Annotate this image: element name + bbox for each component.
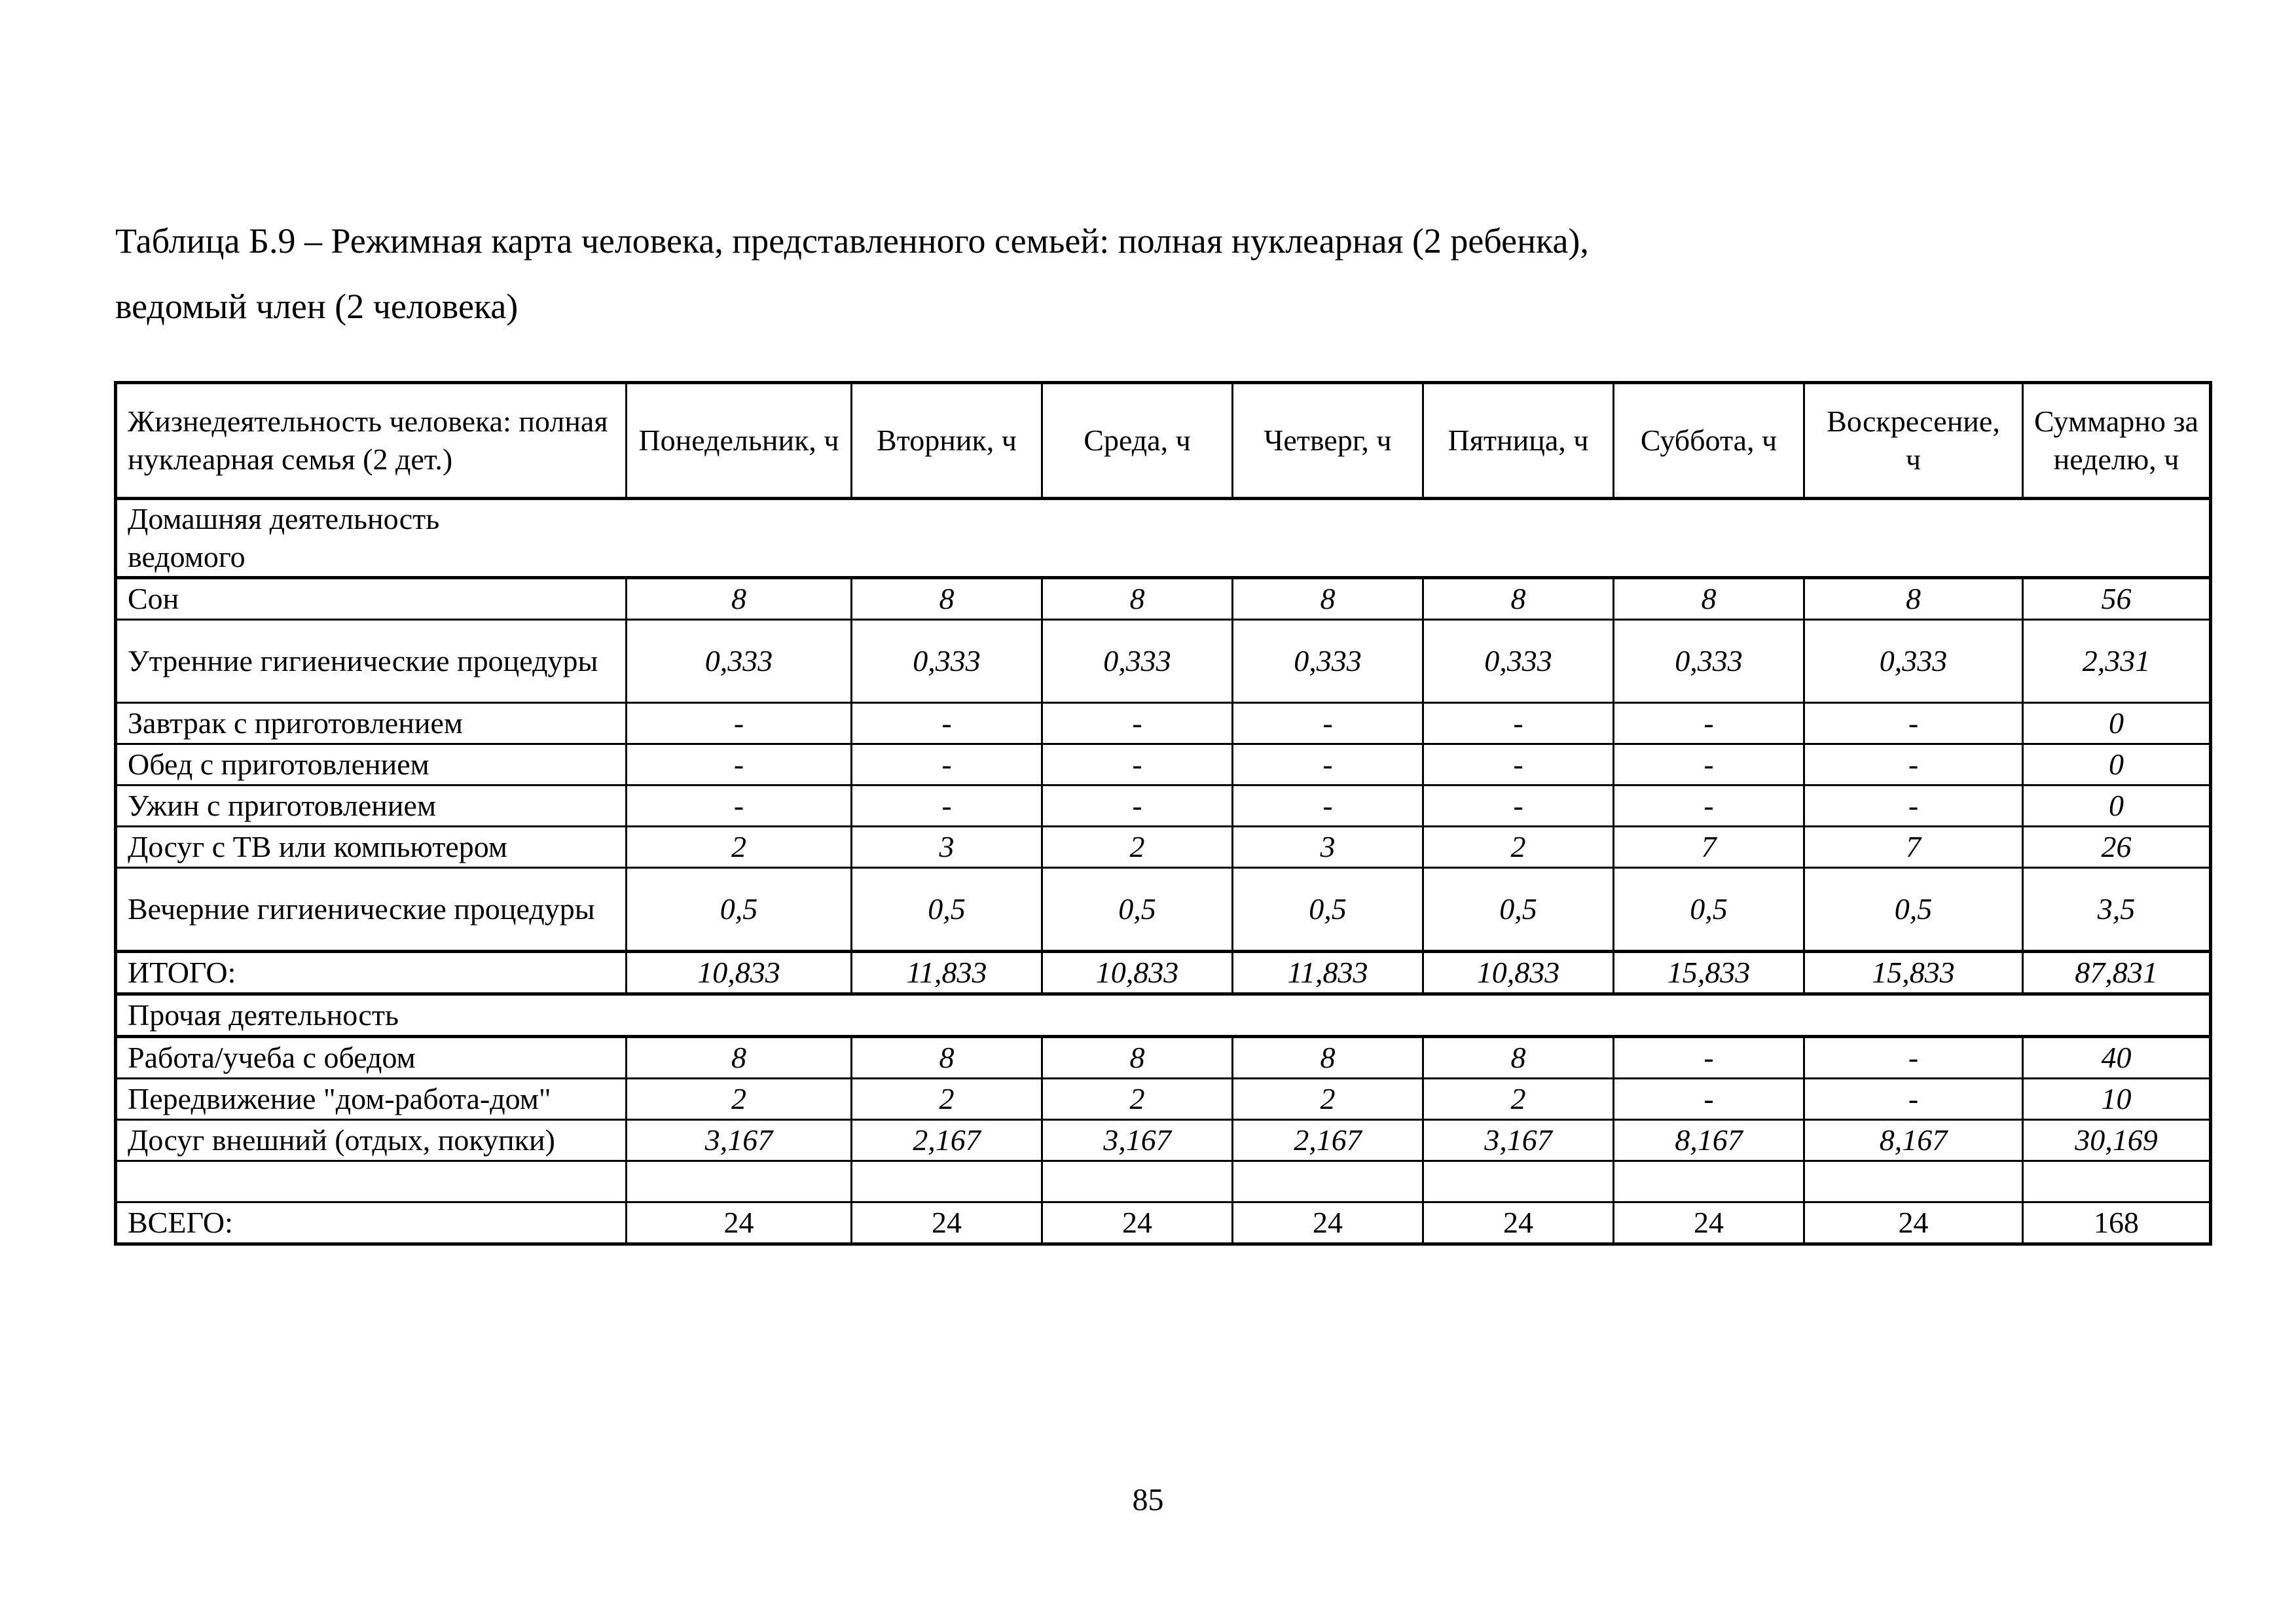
- cell-value: 0,5: [1233, 868, 1423, 952]
- cell-weekly-total: 30,169: [2023, 1120, 2211, 1161]
- cell-weekly-total: 0: [2023, 785, 2211, 827]
- column-header-sunday: Воскресение, ч: [1804, 383, 2023, 499]
- table-row: [116, 1120, 2211, 1161]
- row-label: Сон: [116, 578, 627, 620]
- table-row: [116, 868, 2211, 952]
- row-label: Утренние гигиенические процедуры: [116, 620, 627, 703]
- cell-value: 2: [1042, 827, 1233, 868]
- cell-value: -: [1042, 785, 1233, 827]
- cell-value: 2,167: [852, 1120, 1042, 1161]
- empty-cell: [852, 1161, 1042, 1202]
- row-label: Завтрак с приготовлением: [116, 703, 627, 744]
- cell-value: 0,333: [1423, 620, 1614, 703]
- cell-value: -: [1423, 785, 1614, 827]
- cell-value: 7: [1804, 827, 2023, 868]
- cell-value: 3: [852, 827, 1042, 868]
- cell-value: 8: [1042, 578, 1233, 620]
- cell-value: -: [627, 744, 852, 785]
- cell-value: 2: [627, 827, 852, 868]
- cell-weekly-total: 40: [2023, 1037, 2211, 1079]
- cell-value: 3,167: [1042, 1120, 1233, 1161]
- grand-total-row: [116, 1202, 2211, 1244]
- cell-value: 0,5: [1804, 868, 2023, 952]
- section-title-home-text: Домашняя деятельность ведомого: [128, 502, 440, 573]
- section-row-home: [116, 499, 2211, 578]
- table-caption-line-1: Таблица Б.9 – Режимная карта человека, представленного семьей: полная нуклеарная (2 ребенка),: [115, 221, 1589, 261]
- cell-value: 0,333: [1614, 620, 1804, 703]
- cell-value: 0,333: [1233, 620, 1423, 703]
- cell-value: 24: [1233, 1202, 1423, 1244]
- column-header-thursday: Четверг, ч: [1233, 383, 1423, 499]
- cell-weekly-total: 26: [2023, 827, 2211, 868]
- cell-value: 8: [1614, 578, 1804, 620]
- cell-weekly-total: 3,5: [2023, 868, 2211, 952]
- cell-weekly-total: 0: [2023, 744, 2211, 785]
- row-label: Передвижение "дом-работа-дом": [116, 1079, 627, 1120]
- total-row-home: [116, 952, 2211, 994]
- column-header-tuesday: Вторник, ч: [852, 383, 1042, 499]
- cell-value: -: [627, 703, 852, 744]
- row-label-total: ИТОГО:: [116, 952, 627, 994]
- cell-value: 8,167: [1804, 1120, 2023, 1161]
- cell-value: 0,333: [852, 620, 1042, 703]
- empty-cell: [1804, 1161, 2023, 1202]
- cell-value: -: [1042, 703, 1233, 744]
- cell-value: 3,167: [627, 1120, 852, 1161]
- table-header-row: [116, 383, 2211, 499]
- cell-value: 7: [1614, 827, 1804, 868]
- cell-value: 24: [1804, 1202, 2023, 1244]
- cell-value: 24: [1042, 1202, 1233, 1244]
- cell-value: 8: [1233, 578, 1423, 620]
- cell-value: 3,167: [1423, 1120, 1614, 1161]
- cell-value: 0,333: [1804, 620, 2023, 703]
- cell-value: 8: [852, 578, 1042, 620]
- empty-cell: [116, 1161, 627, 1202]
- cell-value: 8,167: [1614, 1120, 1804, 1161]
- cell-value: 2,167: [1233, 1120, 1423, 1161]
- cell-value: -: [1614, 703, 1804, 744]
- cell-value: -: [1233, 744, 1423, 785]
- empty-row: [116, 1161, 2211, 1202]
- cell-value: 0,5: [1423, 868, 1614, 952]
- cell-value: 2: [627, 1079, 852, 1120]
- cell-value: 0,5: [1614, 868, 1804, 952]
- cell-value: 0,333: [1042, 620, 1233, 703]
- cell-value: 24: [1423, 1202, 1614, 1244]
- cell-value: 11,833: [1233, 952, 1423, 994]
- table-row: [116, 827, 2211, 868]
- cell-weekly-total: 56: [2023, 578, 2211, 620]
- column-header-wednesday: Среда, ч: [1042, 383, 1233, 499]
- empty-cell: [1233, 1161, 1423, 1202]
- cell-weekly-total: 0: [2023, 703, 2211, 744]
- row-label-grand-total: ВСЕГО:: [116, 1202, 627, 1244]
- cell-value: -: [1423, 703, 1614, 744]
- row-label: Работа/учеба с обедом: [116, 1037, 627, 1079]
- cell-value: 8: [627, 1037, 852, 1079]
- section-row-other: [116, 994, 2211, 1037]
- cell-value: 24: [852, 1202, 1042, 1244]
- cell-weekly-total: 10: [2023, 1079, 2211, 1120]
- cell-value: -: [627, 785, 852, 827]
- cell-value: 8: [1804, 578, 2023, 620]
- row-label: Обед с приготовлением: [116, 744, 627, 785]
- cell-value: 2: [1042, 1079, 1233, 1120]
- cell-value: 10,833: [627, 952, 852, 994]
- table-caption-line-2: ведомый член (2 человека): [115, 287, 519, 326]
- empty-cell: [2023, 1161, 2211, 1202]
- section-title-home: [116, 499, 2211, 578]
- cell-value: 2: [852, 1079, 1042, 1120]
- cell-value: 15,833: [1804, 952, 2023, 994]
- row-label: Досуг внешний (отдых, покупки): [116, 1120, 627, 1161]
- cell-value: 15,833: [1614, 952, 1804, 994]
- cell-weekly-total: 2,331: [2023, 620, 2211, 703]
- cell-value: 24: [1614, 1202, 1804, 1244]
- cell-value: -: [1233, 785, 1423, 827]
- cell-value: -: [852, 785, 1042, 827]
- empty-cell: [1042, 1161, 1233, 1202]
- row-label: Вечерние гигиенические процедуры: [116, 868, 627, 952]
- regime-table: [114, 381, 2212, 1246]
- cell-value: 3: [1233, 827, 1423, 868]
- cell-value: 8: [627, 578, 852, 620]
- cell-value: -: [1614, 744, 1804, 785]
- cell-value: 8: [1423, 1037, 1614, 1079]
- column-header-monday: Понедельник, ч: [627, 383, 852, 499]
- cell-value: -: [852, 744, 1042, 785]
- table-row: [116, 620, 2211, 703]
- cell-value: 10,833: [1042, 952, 1233, 994]
- empty-cell: [627, 1161, 852, 1202]
- column-header-weekly-total: Суммарно за неделю, ч: [2023, 383, 2211, 499]
- table-row: [116, 1079, 2211, 1120]
- section-title-other: Прочая деятельность: [116, 994, 2211, 1037]
- cell-value: 0,5: [1042, 868, 1233, 952]
- row-label: Досуг с ТВ или компьютером: [116, 827, 627, 868]
- cell-value: -: [1804, 785, 2023, 827]
- cell-value: 11,833: [852, 952, 1042, 994]
- cell-value: -: [1614, 785, 1804, 827]
- cell-grand-weekly-total: 168: [2023, 1202, 2211, 1244]
- cell-value: 8: [852, 1037, 1042, 1079]
- cell-value: -: [1614, 1079, 1804, 1120]
- empty-cell: [1614, 1161, 1804, 1202]
- column-header-friday: Пятница, ч: [1423, 383, 1614, 499]
- cell-value: 0,5: [852, 868, 1042, 952]
- cell-weekly-total: 87,831: [2023, 952, 2211, 994]
- cell-value: 10,833: [1423, 952, 1614, 994]
- page-number: 85: [1132, 1483, 1164, 1517]
- cell-value: 2: [1233, 1079, 1423, 1120]
- column-header-activity: Жизнедеятельность человека: полная нуклеарная семья (2 дет.): [116, 383, 627, 499]
- cell-value: 0,5: [627, 868, 852, 952]
- cell-value: -: [1804, 1079, 2023, 1120]
- cell-value: -: [1423, 744, 1614, 785]
- cell-value: 24: [627, 1202, 852, 1244]
- cell-value: 0,333: [627, 620, 852, 703]
- cell-value: -: [1042, 744, 1233, 785]
- cell-value: -: [1804, 703, 2023, 744]
- table-row: [116, 578, 2211, 620]
- cell-value: -: [1804, 1037, 2023, 1079]
- table-row: [116, 744, 2211, 785]
- table-row: [116, 1037, 2211, 1079]
- cell-value: -: [852, 703, 1042, 744]
- cell-value: 8: [1233, 1037, 1423, 1079]
- column-header-saturday: Суббота, ч: [1614, 383, 1804, 499]
- empty-cell: [1423, 1161, 1614, 1202]
- cell-value: 2: [1423, 827, 1614, 868]
- cell-value: -: [1233, 703, 1423, 744]
- cell-value: -: [1804, 744, 2023, 785]
- cell-value: -: [1614, 1037, 1804, 1079]
- cell-value: 8: [1042, 1037, 1233, 1079]
- table-row: [116, 785, 2211, 827]
- table-caption: [115, 208, 2178, 339]
- table-row: [116, 703, 2211, 744]
- row-label: Ужин с приготовлением: [116, 785, 627, 827]
- cell-value: 8: [1423, 578, 1614, 620]
- cell-value: 2: [1423, 1079, 1614, 1120]
